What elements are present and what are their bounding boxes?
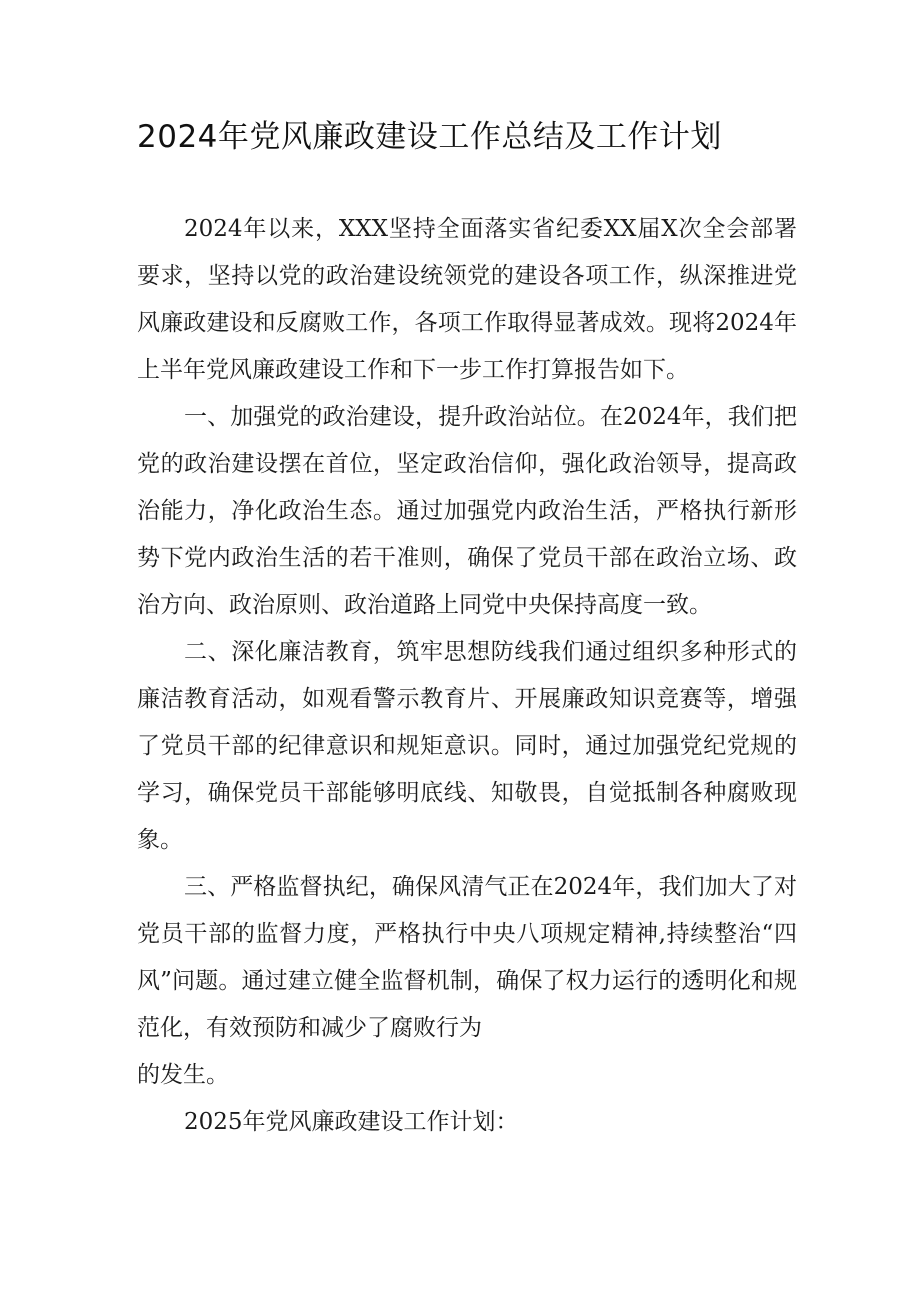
section-two-paragraph: 二、深化廉洁教育，筑牢思想防线我们通过组织多种形式的廉洁教育活动，如观看警示教育片、开展廉政知识竞赛等，增强了党员干部的纪律意识和规矩意识。同时，通过加强党纪党规的学习，确保党员干部能够明底线、知敬畏，自觉抵制各种腐败现象。 — [137, 639, 797, 853]
section-three-continuation: 的发生。 — [137, 1062, 229, 1088]
intro-paragraph: 2024年以来，XXX坚持全面落实省纪委XX届X次全会部署要求，坚持以党的政治建设统领党的建设各项工作，纵深推进党风廉政建设和反腐败工作，各项工作取得显著成效。现将2024年上半年党风廉政建设工作和下一步工作打算报告如下。 — [137, 216, 797, 383]
document-title: 2024年党风廉政建设工作总结及工作计划 — [137, 119, 722, 155]
section-three-paragraph: 三、严格监督执纪，确保风清气正在2024年，我们加大了对党员干部的监督力度，严格执行中央八项规定精神,持续整治“四风”问题。通过建立健全监督机制，确保了权力运行的透明化和规范化，有效预防和减少了腐败行为 — [137, 874, 797, 1041]
section-one-paragraph: 一、加强党的政治建设，提升政治站位。在2024年，我们把党的政治建设摆在首位，坚定政治信仰，强化政治领导，提高政治能力，净化政治生态。通过加强党内政治生活，严格执行新形势下党内政治生活的若干准则，确保了党员干部在政治立场、政治方向、政治原则、政治道路上同党中央保持高度一致。 — [137, 404, 797, 618]
next-year-plan-heading: 2025年党风廉政建设工作计划： — [184, 1109, 519, 1135]
document-body — [137, 206, 797, 1146]
